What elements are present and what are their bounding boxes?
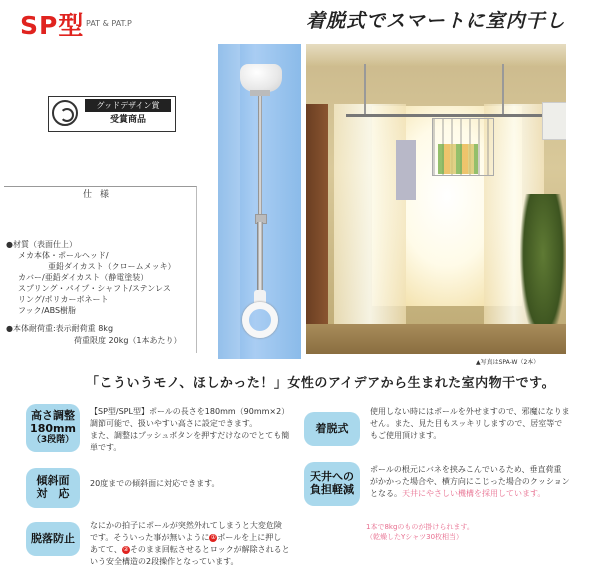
feature-tag-ceiling-load: [304, 462, 360, 506]
feature-tag-detachable: [304, 412, 360, 446]
ceiling: [306, 44, 566, 66]
air-conditioner: [542, 102, 566, 140]
load-note: [366, 522, 474, 542]
brand-subtitle: PAT & PAT.P: [86, 19, 132, 28]
feature-tag-line: 高さ調整: [31, 409, 75, 423]
photo-caption: ▲写真はSPA-W（2本）: [476, 359, 540, 366]
good-design-badge: [48, 96, 176, 132]
desc-line: [370, 488, 570, 500]
spec-line: 荷重限度 20kg（1本あたり）: [74, 336, 182, 345]
badge-label: グッドデザイン賞: [85, 99, 171, 112]
desc-text: です。そういった事が無いように: [90, 533, 210, 542]
desc-line: せん。また、見た目もスッキリしますので、居室等で: [370, 419, 563, 428]
desc-line: また、調整はプッシュボタンを押すだけなのでとても簡: [90, 431, 290, 440]
desc-line: [90, 532, 290, 544]
ceiling-pole-right: [502, 64, 504, 116]
spec-line: ●材質（表面仕上）: [6, 240, 77, 249]
feature-desc-slope: [90, 478, 220, 490]
step-2-number: ②: [123, 545, 129, 553]
ceiling-pole-left: [364, 64, 366, 116]
spec-title: 仕様: [82, 190, 117, 200]
feature-tag-fall-prevention: [26, 522, 80, 556]
headline: 「こういうモノ、ほしかった！」女性のアイデアから生まれた室内物干です。: [86, 376, 556, 391]
desc-line: いう安全構造の2段操作となっています。: [90, 557, 239, 566]
spec-line: ●本体耐荷重:表示耐荷重 8kg: [6, 324, 114, 333]
door: [306, 104, 328, 354]
product-photo: [218, 44, 301, 359]
feature-tag-line: 傾斜面: [36, 474, 70, 488]
desc-text: となる。: [370, 489, 402, 498]
hanging-towel: [396, 140, 416, 200]
feature-tag-line: （3段階）: [31, 435, 75, 446]
desc-line: なにかの拍子にポールが突然外れてしまうと大変危険: [90, 521, 282, 530]
desc-line: 20度までの傾斜面に対応できます。: [90, 479, 220, 488]
feature-tag-line: 対 応: [36, 487, 70, 500]
spec-line: 亜鉛ダイカスト（クロームメッキ）: [48, 262, 176, 271]
feature-desc-fall-prevention: [90, 520, 290, 568]
feature-desc-ceiling-load: [370, 464, 570, 500]
desc-line: 単です。: [90, 443, 122, 452]
desc-line: [90, 544, 290, 556]
tagline: 着脱式でスマートに室内干し: [306, 10, 566, 32]
desc-text: あてて、: [90, 545, 122, 554]
spec-panel: [4, 186, 197, 353]
feature-tag-line: 180mm: [30, 421, 76, 435]
pole-upper: [258, 96, 262, 216]
pole-lower: [257, 222, 263, 292]
desc-highlight: 天井にやさしい機構を採用しています。: [402, 489, 546, 498]
pole-ring: [242, 302, 278, 338]
feature-tag-line: 着脱式: [315, 421, 349, 435]
feature-tag-line: 天井への: [310, 470, 354, 484]
room-photo: [306, 44, 566, 354]
note-line: 1本で8kgのものが掛けられます。: [366, 523, 474, 531]
house-plant: [520, 194, 566, 344]
good-design-logo-icon: [52, 100, 78, 126]
brand-title: SP型: [20, 11, 85, 40]
desc-text: そのまま回転させるとロックが解除されると: [129, 545, 290, 554]
drying-bar: [346, 114, 546, 117]
desc-line: 【SP型/SPL型】ポールの長さを180mm（90mm×2）: [90, 407, 290, 416]
curtain-left: [334, 104, 406, 334]
desc-line: ポールの根元にバネを挟みこんでいるため、垂直荷重: [370, 465, 562, 474]
spec-line: スプリング・パイプ・シャフト/ステンレス: [18, 284, 171, 293]
spec-line: リング/ポリカーボネート: [18, 295, 109, 304]
feature-tag-line: 脱落防止: [31, 531, 75, 545]
feature-tag-line: 負担軽減: [310, 483, 354, 496]
spec-line: メカ本体・ポールヘッド/: [18, 251, 109, 260]
note-line: （乾燥したYシャツ30枚相当）: [366, 533, 464, 541]
desc-line: がかかった場合や、横方向にこじった場合のクッション: [370, 477, 570, 486]
photo-shade: [218, 44, 240, 359]
desc-text: ポールを上に押し: [217, 533, 282, 542]
hanging-socks: [438, 144, 478, 174]
desc-line: 使用しない時にはポールを外せますので、邪魔になりま: [370, 407, 570, 416]
feature-tag-slope: [26, 468, 80, 508]
spec-line: フック/ABS樹脂: [18, 306, 77, 315]
floor: [306, 324, 566, 354]
desc-line: もご使用頂けます。: [370, 431, 442, 440]
desc-line: 調節可能で、扱いやすい高さに設定できます。: [90, 419, 258, 428]
feature-tag-height: [26, 404, 80, 452]
feature-desc-detachable: [370, 406, 570, 442]
step-1-number: ①: [210, 533, 217, 541]
spec-line: カバー/亜鉛ダイカスト（静電塗装）: [18, 273, 149, 282]
ceiling-mount-cap: [240, 64, 282, 92]
feature-desc-height: [90, 406, 289, 454]
badge-sublabel: 受賞商品: [109, 115, 146, 125]
